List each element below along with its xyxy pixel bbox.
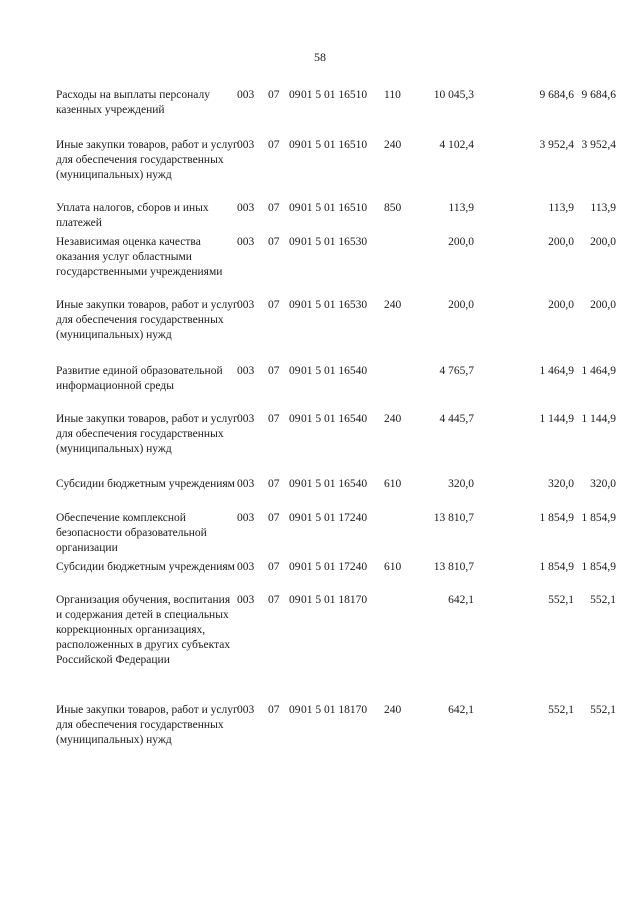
amount-year-3: 1 854,9: [581, 512, 616, 524]
subsection-code: 09: [289, 594, 301, 606]
target-article-code: 01 5 01 17240: [301, 561, 368, 573]
amount-year-1: 4 102,4: [439, 139, 474, 151]
section-code: 07: [268, 139, 280, 151]
administrator-code: 003: [237, 478, 255, 490]
section-code: 07: [268, 299, 280, 311]
amount-year-3: 9 684,6: [581, 89, 616, 101]
administrator-code: 003: [237, 561, 255, 573]
section-code: 07: [268, 561, 280, 573]
administrator-code: 003: [237, 299, 255, 311]
amount-year-3: 3 952,4: [581, 139, 616, 151]
section-code: 07: [268, 413, 280, 425]
section-code: 07: [268, 512, 280, 524]
subsection-code: 09: [289, 365, 301, 377]
expense-type-code: 240: [384, 299, 402, 311]
target-article-code: 01 5 01 18170: [301, 704, 368, 716]
subsection-code: 09: [289, 413, 301, 425]
administrator-code: 003: [237, 236, 255, 248]
amount-year-2: 200,0: [548, 299, 574, 311]
section-code: 07: [268, 365, 280, 377]
amount-year-1: 642,1: [448, 704, 474, 716]
amount-year-3: 1 144,9: [581, 413, 616, 425]
target-article-code: 01 5 01 16540: [301, 365, 368, 377]
target-article-code: 01 5 01 17240: [301, 512, 368, 524]
amount-year-3: 1 854,9: [581, 561, 616, 573]
amount-year-3: 552,1: [590, 704, 616, 716]
expense-type-code: 240: [384, 139, 402, 151]
amount-year-2: 1 144,9: [539, 413, 574, 425]
amount-year-1: 320,0: [448, 478, 474, 490]
amount-year-2: 1 854,9: [539, 561, 574, 573]
amount-year-3: 113,9: [590, 202, 616, 214]
amount-year-2: 9 684,6: [539, 89, 574, 101]
administrator-code: 003: [237, 89, 255, 101]
row-description: Иные закупки товаров, работ и услуг для обеспечения государственных (муниципальных) нужд: [56, 299, 238, 341]
row-description: Субсидии бюджетным учреждениям: [56, 478, 235, 490]
subsection-code: 09: [289, 202, 301, 214]
target-article-code: 01 5 01 16540: [301, 478, 368, 490]
amount-year-2: 552,1: [548, 704, 574, 716]
subsection-code: 09: [289, 704, 301, 716]
row-description: Развитие единой образовательной информационной среды: [56, 365, 223, 392]
administrator-code: 003: [237, 512, 255, 524]
amount-year-2: 1 464,9: [539, 365, 574, 377]
page-number: 58: [314, 50, 326, 64]
target-article-code: 01 5 01 16540: [301, 413, 368, 425]
target-article-code: 01 5 01 18170: [301, 594, 368, 606]
amount-year-3: 552,1: [590, 594, 616, 606]
target-article-code: 01 5 01 16530: [301, 299, 368, 311]
expense-type-code: 610: [384, 478, 402, 490]
expense-type-code: 240: [384, 413, 402, 425]
row-description: Расходы на выплаты персоналу казенных учреждений: [56, 89, 210, 116]
administrator-code: 003: [237, 139, 255, 151]
target-article-code: 01 5 01 16510: [301, 89, 368, 101]
section-code: 07: [268, 202, 280, 214]
amount-year-1: 200,0: [448, 236, 474, 248]
amount-year-1: 4 765,7: [439, 365, 474, 377]
row-description: Субсидии бюджетным учреждениям: [56, 561, 235, 573]
amount-year-1: 200,0: [448, 299, 474, 311]
amount-year-2: 320,0: [548, 478, 574, 490]
amount-year-1: 13 810,7: [433, 561, 474, 573]
subsection-code: 09: [289, 512, 301, 524]
subsection-code: 09: [289, 299, 301, 311]
row-description: Иные закупки товаров, работ и услуг для обеспечения государственных (муниципальных) нужд: [56, 704, 238, 746]
amount-year-1: 113,9: [448, 202, 474, 214]
expense-type-code: 610: [384, 561, 402, 573]
amount-year-3: 320,0: [590, 478, 616, 490]
subsection-code: 09: [289, 478, 301, 490]
amount-year-3: 200,0: [590, 236, 616, 248]
amount-year-1: 13 810,7: [433, 512, 474, 524]
amount-year-2: 113,9: [548, 202, 574, 214]
subsection-code: 09: [289, 561, 301, 573]
administrator-code: 003: [237, 594, 255, 606]
amount-year-3: 200,0: [590, 299, 616, 311]
subsection-code: 09: [289, 89, 301, 101]
amount-year-1: 4 445,7: [439, 413, 474, 425]
amount-year-2: 1 854,9: [539, 512, 574, 524]
amount-year-3: 1 464,9: [581, 365, 616, 377]
section-code: 07: [268, 89, 280, 101]
row-description: Независимая оценка качества оказания услуг областными государственными учреждениями: [56, 236, 223, 278]
administrator-code: 003: [237, 365, 255, 377]
target-article-code: 01 5 01 16510: [301, 202, 368, 214]
amount-year-1: 642,1: [448, 594, 474, 606]
section-code: 07: [268, 478, 280, 490]
expense-type-code: 110: [384, 89, 401, 101]
expense-type-code: 850: [384, 202, 402, 214]
target-article-code: 01 5 01 16510: [301, 139, 368, 151]
row-description: Иные закупки товаров, работ и услуг для обеспечения государственных (муниципальных) нужд: [56, 413, 238, 455]
subsection-code: 09: [289, 139, 301, 151]
section-code: 07: [268, 704, 280, 716]
row-description: Организация обучения, воспитания и содержания детей в специальных коррекционных организациях, расположенных в других субъектах Российской Федерации: [56, 594, 231, 666]
subsection-code: 09: [289, 236, 301, 248]
amount-year-2: 3 952,4: [539, 139, 574, 151]
amount-year-2: 552,1: [548, 594, 574, 606]
expense-type-code: 240: [384, 704, 402, 716]
target-article-code: 01 5 01 16530: [301, 236, 368, 248]
row-description: Уплата налогов, сборов и иных платежей: [56, 202, 209, 229]
administrator-code: 003: [237, 202, 255, 214]
administrator-code: 003: [237, 413, 255, 425]
section-code: 07: [268, 594, 280, 606]
administrator-code: 003: [237, 704, 255, 716]
row-description: Обеспечение комплексной безопасности образовательной организации: [56, 512, 207, 554]
row-description: Иные закупки товаров, работ и услуг для обеспечения государственных (муниципальных) нужд: [56, 139, 238, 181]
section-code: 07: [268, 236, 280, 248]
amount-year-2: 200,0: [548, 236, 574, 248]
amount-year-1: 10 045,3: [433, 89, 474, 101]
